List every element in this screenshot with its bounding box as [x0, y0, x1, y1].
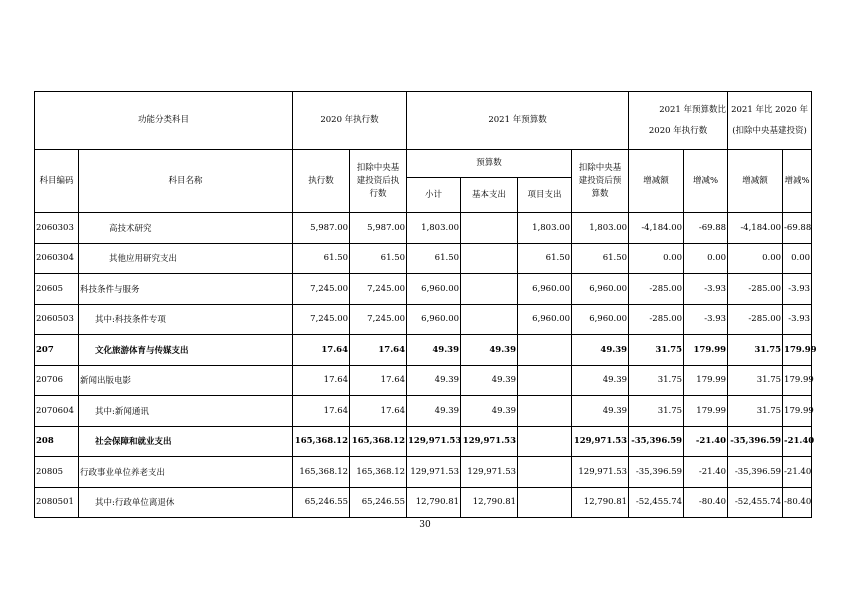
header-compare-1 [629, 92, 728, 150]
cell-diff: -52,455.74 [629, 487, 684, 518]
cell-code: 20805 [35, 457, 79, 488]
cell-pct2: -21.40 [783, 457, 812, 488]
cell-project [518, 396, 572, 427]
header-subtotal: 小计 [407, 178, 461, 213]
cell-pct: -3.93 [684, 304, 728, 335]
cell-pct2: 179.99 [783, 335, 812, 366]
cell-project [518, 335, 572, 366]
cell-name: 其中:科技条件专项 [79, 304, 293, 335]
header-budget: 预算数 [407, 150, 572, 178]
header-row-1 [35, 92, 812, 150]
cell-basic [461, 274, 518, 305]
cell-pct: 179.99 [684, 365, 728, 396]
cell-exec: 65,246.55 [293, 487, 350, 518]
cell-basic: 49.39 [461, 365, 518, 396]
cell-name: 科技条件与服务 [79, 274, 293, 305]
cell-pct2: -21.40 [783, 426, 812, 457]
header-compare-1-line1: 2021 年预算数比 [659, 104, 727, 115]
cell-subtotal: 129,971.53 [407, 457, 461, 488]
header-exec-excl [350, 150, 407, 213]
header-basic: 基本支出 [461, 178, 518, 213]
table-row [35, 335, 812, 366]
cell-name: 其中:行政单位离退休 [79, 487, 293, 518]
cell-exec-excl: 165,368.12 [350, 457, 407, 488]
cell-diff2: -285.00 [728, 304, 783, 335]
cell-pct: -80.40 [684, 487, 728, 518]
cell-name: 社会保障和就业支出 [79, 426, 293, 457]
cell-code: 20706 [35, 365, 79, 396]
table-row [35, 426, 812, 457]
budget-table [34, 91, 817, 518]
cell-pct: 179.99 [684, 396, 728, 427]
header-func-category: 功能分类科目 [35, 92, 293, 150]
cell-code: 2080501 [35, 487, 79, 518]
cell-project: 6,960.00 [518, 274, 572, 305]
cell-subtotal: 61.50 [407, 243, 461, 274]
cell-diff: -35,396.59 [629, 426, 684, 457]
cell-basic [461, 243, 518, 274]
cell-exec: 17.64 [293, 365, 350, 396]
cell-diff2: 31.75 [728, 396, 783, 427]
cell-diff2: -52,455.74 [728, 487, 783, 518]
cell-basic: 129,971.53 [461, 426, 518, 457]
table-row [35, 304, 812, 335]
cell-diff: 31.75 [629, 365, 684, 396]
cell-diff: -285.00 [629, 274, 684, 305]
cell-pct: -21.40 [684, 457, 728, 488]
header-2021-budget: 2021 年预算数 [407, 92, 629, 150]
cell-code: 2060304 [35, 243, 79, 274]
cell-diff: 31.75 [629, 335, 684, 366]
cell-diff2: -4,184.00 [728, 213, 783, 244]
cell-basic [461, 213, 518, 244]
cell-budget-excl: 6,960.00 [572, 274, 629, 305]
cell-code: 2060503 [35, 304, 79, 335]
cell-budget-excl: 6,960.00 [572, 304, 629, 335]
cell-pct2: 0.00 [783, 243, 812, 274]
cell-exec: 17.64 [293, 335, 350, 366]
table-row [35, 396, 812, 427]
header-project: 项目支出 [518, 178, 572, 213]
cell-pct: -21.40 [684, 426, 728, 457]
cell-pct2: 179.99 [783, 396, 812, 427]
cell-basic: 49.39 [461, 335, 518, 366]
cell-pct: -3.93 [684, 274, 728, 305]
cell-subtotal: 49.39 [407, 365, 461, 396]
cell-project [518, 487, 572, 518]
header-compare-2-line1: 2021 年比 2020 年 [731, 104, 808, 115]
cell-exec-excl: 61.50 [350, 243, 407, 274]
cell-project [518, 365, 572, 396]
cell-code: 2060303 [35, 213, 79, 244]
header-exec-excl-l1: 扣除中央基 [356, 162, 400, 173]
header-budget-excl [572, 150, 629, 213]
cell-exec-excl: 65,246.55 [350, 487, 407, 518]
cell-pct2: 179.99 [783, 365, 812, 396]
header-exec: 执行数 [293, 150, 350, 213]
cell-exec-excl: 165,368.12 [350, 426, 407, 457]
cell-subtotal: 6,960.00 [407, 274, 461, 305]
header-exec-excl-l2: 建投资后执 [356, 175, 400, 186]
cell-name: 文化旅游体育与传媒支出 [79, 335, 293, 366]
cell-budget-excl: 12,790.81 [572, 487, 629, 518]
cell-project: 6,960.00 [518, 304, 572, 335]
cell-name: 新闻出版电影 [79, 365, 293, 396]
cell-project [518, 457, 572, 488]
cell-exec: 165,368.12 [293, 426, 350, 457]
cell-subtotal: 1,803.00 [407, 213, 461, 244]
cell-diff: 0.00 [629, 243, 684, 274]
cell-budget-excl: 49.39 [572, 335, 629, 366]
header-compare-1-line2: 2020 年执行数 [648, 125, 708, 136]
cell-budget-excl: 1,803.00 [572, 213, 629, 244]
header-exec-excl-l3: 行数 [369, 188, 387, 199]
cell-project: 61.50 [518, 243, 572, 274]
cell-diff2: -35,396.59 [728, 426, 783, 457]
cell-subtotal: 12,790.81 [407, 487, 461, 518]
cell-subtotal: 129,971.53 [407, 426, 461, 457]
header-budget-excl-l2: 建投资后预 [578, 175, 622, 186]
cell-subtotal: 49.39 [407, 335, 461, 366]
cell-subtotal: 49.39 [407, 396, 461, 427]
cell-code: 2070604 [35, 396, 79, 427]
cell-exec-excl: 17.64 [350, 396, 407, 427]
cell-diff: -35,396.59 [629, 457, 684, 488]
cell-exec: 165,368.12 [293, 457, 350, 488]
table-row [35, 213, 812, 244]
cell-project [518, 426, 572, 457]
header-budget-excl-l1: 扣除中央基 [578, 162, 622, 173]
cell-project: 1,803.00 [518, 213, 572, 244]
cell-code: 208 [35, 426, 79, 457]
cell-diff: -285.00 [629, 304, 684, 335]
cell-exec-excl: 7,245.00 [350, 274, 407, 305]
cell-diff2: 31.75 [728, 335, 783, 366]
cell-pct2: -69.88 [783, 213, 812, 244]
cell-exec: 7,245.00 [293, 304, 350, 335]
header-compare-2-line2: (扣除中央基建投资) [732, 125, 807, 136]
cell-code: 207 [35, 335, 79, 366]
cell-basic [461, 304, 518, 335]
header-name: 科目名称 [79, 150, 293, 213]
cell-diff: 31.75 [629, 396, 684, 427]
cell-name: 其中:新闻通讯 [79, 396, 293, 427]
table-row [35, 457, 812, 488]
header-2020-exec: 2020 年执行数 [293, 92, 407, 150]
header-code: 科目编码 [35, 150, 79, 213]
cell-exec: 5,987.00 [293, 213, 350, 244]
header-budget-excl-l3: 算数 [591, 188, 609, 199]
cell-name: 行政事业单位养老支出 [79, 457, 293, 488]
cell-code: 20605 [35, 274, 79, 305]
page-number: 30 [419, 520, 431, 530]
header-diff2: 增减额 [728, 150, 783, 213]
cell-diff2: -35,396.59 [728, 457, 783, 488]
cell-basic: 12,790.81 [461, 487, 518, 518]
cell-pct: -69.88 [684, 213, 728, 244]
cell-diff2: -285.00 [728, 274, 783, 305]
cell-exec: 61.50 [293, 243, 350, 274]
table-row [35, 487, 812, 518]
cell-diff2: 0.00 [728, 243, 783, 274]
cell-basic: 49.39 [461, 396, 518, 427]
cell-exec: 17.64 [293, 396, 350, 427]
cell-pct2: -80.40 [783, 487, 812, 518]
header-pct: 增减% [684, 150, 728, 213]
header-row-2 [35, 150, 812, 178]
header-pct2: 增减% [783, 150, 812, 213]
cell-basic: 129,971.53 [461, 457, 518, 488]
cell-exec-excl: 5,987.00 [350, 213, 407, 244]
header-compare-2 [728, 92, 812, 150]
cell-name: 其他应用研究支出 [79, 243, 293, 274]
cell-pct: 0.00 [684, 243, 728, 274]
header-diff: 增减额 [629, 150, 684, 213]
table-row [35, 274, 812, 305]
cell-name: 高技术研究 [79, 213, 293, 244]
cell-exec-excl: 17.64 [350, 335, 407, 366]
table-row [35, 365, 812, 396]
cell-pct2: -3.93 [783, 304, 812, 335]
cell-subtotal: 6,960.00 [407, 304, 461, 335]
cell-pct: 179.99 [684, 335, 728, 366]
cell-diff2: 31.75 [728, 365, 783, 396]
cell-exec: 7,245.00 [293, 274, 350, 305]
cell-budget-excl: 61.50 [572, 243, 629, 274]
cell-budget-excl: 49.39 [572, 396, 629, 427]
cell-pct2: -3.93 [783, 274, 812, 305]
cell-exec-excl: 17.64 [350, 365, 407, 396]
cell-exec-excl: 7,245.00 [350, 304, 407, 335]
cell-budget-excl: 129,971.53 [572, 426, 629, 457]
cell-budget-excl: 49.39 [572, 365, 629, 396]
cell-diff: -4,184.00 [629, 213, 684, 244]
table-row [35, 243, 812, 274]
cell-budget-excl: 129,971.53 [572, 457, 629, 488]
